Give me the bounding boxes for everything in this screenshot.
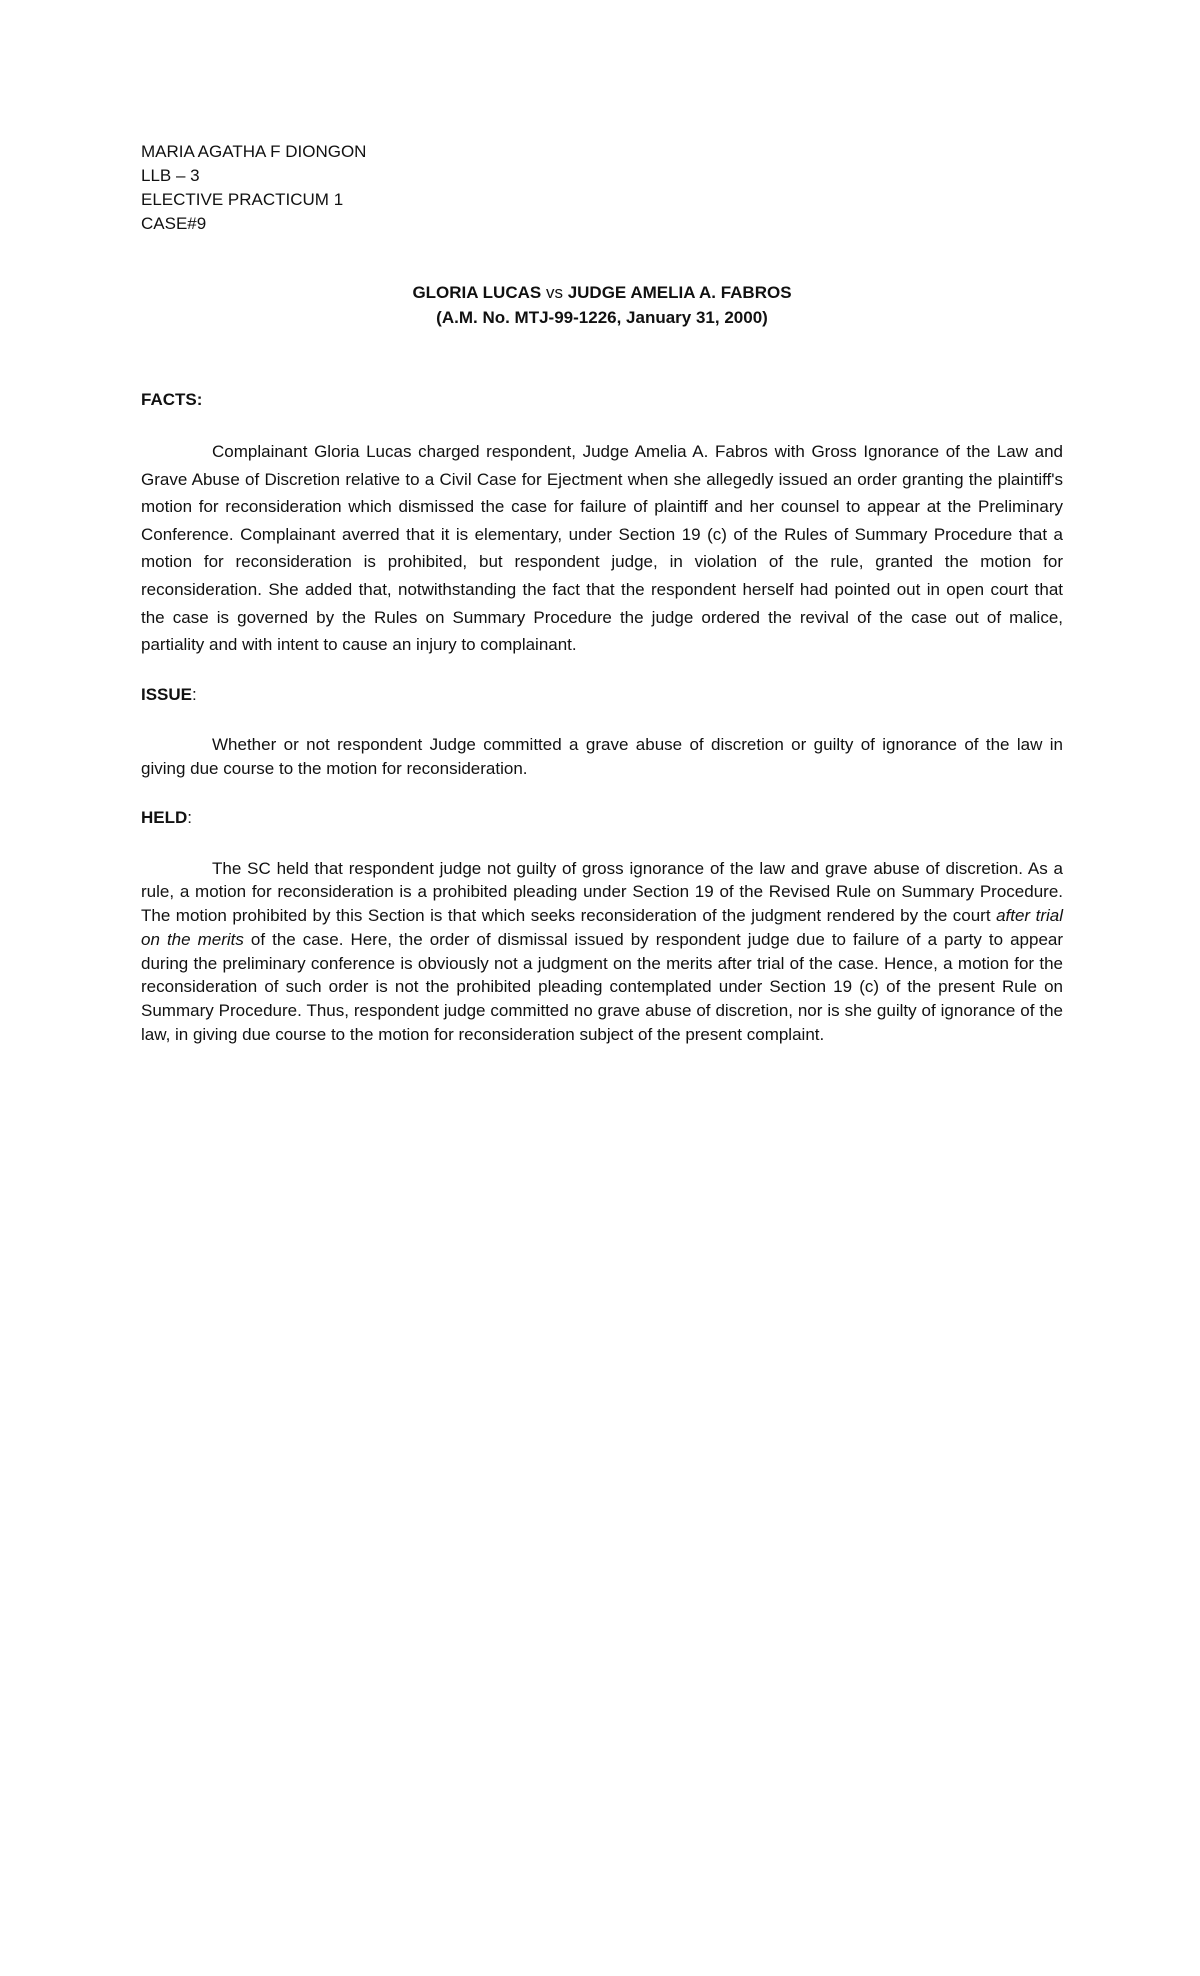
held-text-part2: of the case. Here, the order of dismissal issued by respondent judge due to failure of a party to appear during the preliminary conference is obviously not a judgment on the merits after trial of the case. Hence, a motion for the reconsideration of such order is not the prohibited pleading contemplated under Section 19 (c) of the present Rule on Summary Procedure. Thus, respondent judge committed no grave abuse of discretion, nor is she guilty of ignorance of the law, in giving due course to the motion for reconsideration subject of the present complaint. bbox=[141, 929, 1064, 1044]
case-number: CASE#9 bbox=[141, 214, 207, 233]
issue-heading-label: ISSUE bbox=[141, 684, 193, 704]
held-text-italic: after trial on the merits bbox=[141, 906, 1063, 949]
case-parties bbox=[141, 280, 1063, 305]
course-name: ELECTIVE PRACTICUM 1 bbox=[141, 190, 344, 209]
versus-label: vs bbox=[545, 283, 563, 302]
facts-heading: FACTS: bbox=[141, 390, 203, 409]
party-complainant: GLORIA LUCAS bbox=[412, 283, 542, 302]
header-block bbox=[141, 140, 1063, 236]
issue-paragraph: Whether or not respondent Judge committed a grave abuse of discretion or guilty of ignorance of the law in giving due course to the motion for reconsideration. bbox=[141, 734, 1063, 779]
held-paragraph bbox=[141, 857, 1063, 1047]
document-page bbox=[141, 140, 1063, 1046]
issue-heading bbox=[141, 683, 1063, 707]
author-name: MARIA AGATHA F DIONGON bbox=[141, 142, 367, 161]
facts-paragraph: Complainant Gloria Lucas charged respondent, Judge Amelia A. Fabros with Gross Ignorance of the Law and Grave Abuse of Discretion relative to a Civil Case for Ejectment when she allegedly issued an order granting the plaintiff's motion for reconsideration which dismissed the case for failure of plaintiff and her counsel to appear at the Preliminary Conference. Complainant averred that it is elementary, under Section 19 (c) of the Rules of Summary Procedure that a motion for reconsideration is prohibited, but respondent judge, in violation of the rule, granted the motion for reconsideration. She added that, notwithstanding the fact that the respondent herself had pointed out in open court that the case is governed by the Rules on Summary Procedure the judge ordered the revival of the case out of malice, partiality and with intent to cause an injury to complainant. bbox=[141, 442, 1063, 655]
held-text-part1: The SC held that respondent judge not guilty of gross ignorance of the law and grave abuse of discretion. As a rule, a motion for reconsideration is a prohibited pleading under Section 19 of the Revised Rule on Summary Procedure. The motion prohibited by this Section is that which seeks reconsideration of the judgment rendered by the court bbox=[141, 858, 1063, 926]
held-heading-colon: : bbox=[187, 807, 193, 827]
class-level: LLB – 3 bbox=[141, 166, 200, 185]
held-heading bbox=[141, 806, 1063, 830]
held-heading-label: HELD bbox=[141, 807, 188, 827]
case-citation: (A.M. No. MTJ-99-1226, January 31, 2000) bbox=[436, 308, 768, 327]
issue-heading-colon: : bbox=[192, 684, 197, 704]
party-respondent: JUDGE AMELIA A. FABROS bbox=[567, 283, 792, 302]
case-title bbox=[141, 280, 1063, 330]
